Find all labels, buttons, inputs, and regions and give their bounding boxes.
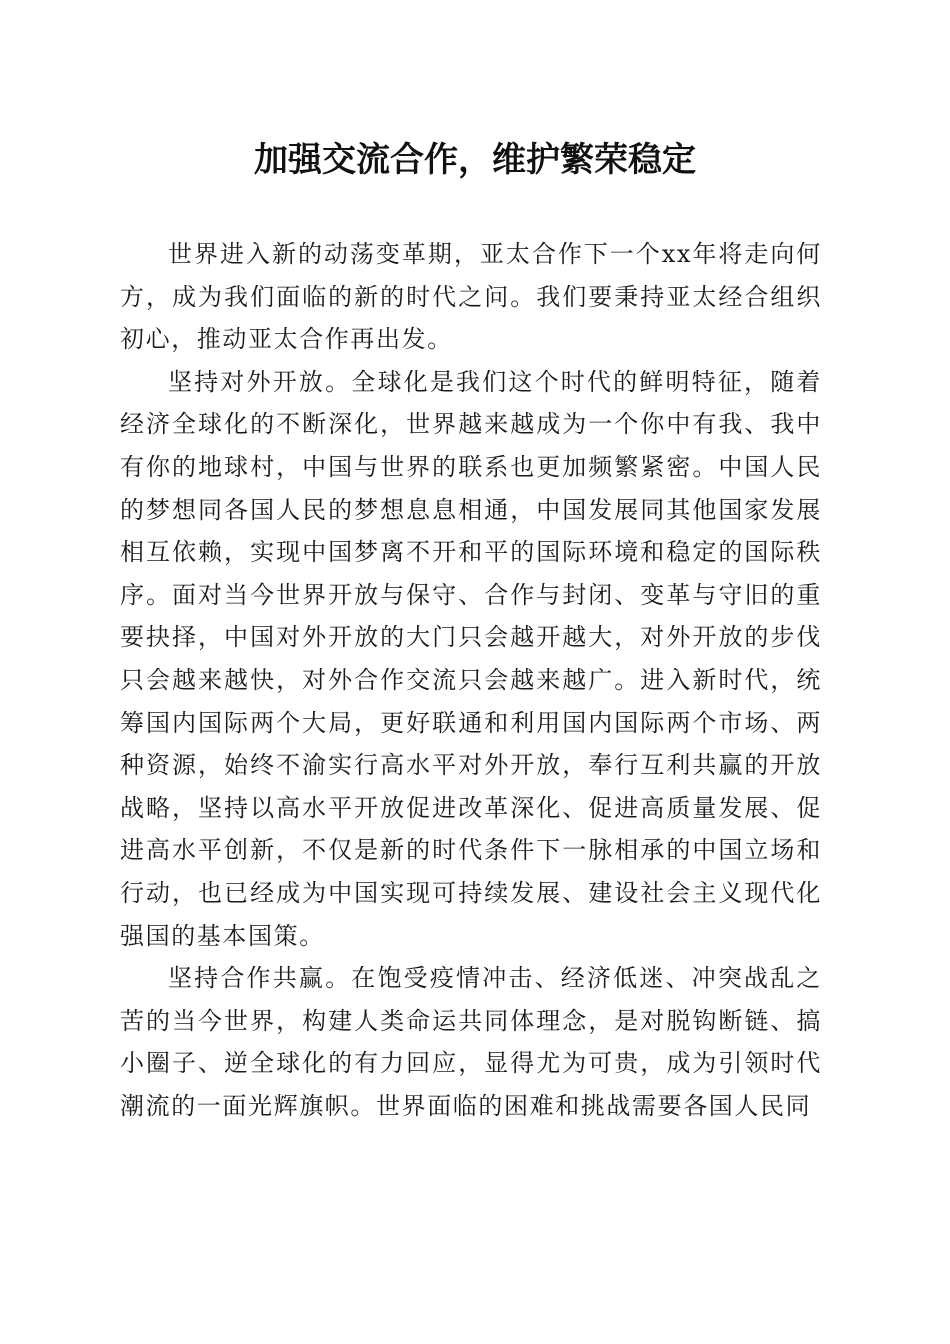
paragraph-open-policy: 坚持对外开放。全球化是我们这个时代的鲜明特征，随着经济全球化的不断深化，世界越来越成为一个你中有我、我中有你的地球村，中国与世界的联系也更加频繁紧密。中国人民的梦想同各国人民的梦想息息相通，中国发展同其他国家发展相互依赖，实现中国梦离不开和平的国际环境和稳定的国际秩序。面对当今世界开放与保守、合作与封闭、变革与守旧的重要抉择，中国对外开放的大门只会越开越大，对外开放的步伐只会越来越快，对外合作交流只会越来越广。进入新时代，统筹国内国际两个大局，更好联通和利用国内国际两个市场、两种资源，始终不渝实行高水平对外开放，奉行互利共赢的开放战略，坚持以高水平开放促进改革深化、促进高质量发展、促进高水平创新，不仅是新的时代条件下一脉相承的中国立场和行动，也已经成为中国实现可持续发展、建设社会主义现代化强国的基本国策。 (120, 367, 822, 950)
document-title: 加强交流合作，维护繁荣稳定 (254, 140, 696, 180)
paragraph-intro: 世界进入新的动荡变革期，亚太合作下一个xx年将走向何方，成为我们面临的新的时代之问。我们要秉持亚太经合组织初心，推动亚太合作再出发。 (120, 240, 822, 354)
paragraph-cooperation: 坚持合作共赢。在饱受疫情冲击、经济低迷、冲突战乱之苦的当今世界，构建人类命运共同体理念，是对脱钩断链、搞小圈子、逆全球化的有力回应，显得尤为可贵，成为引领时代潮流的一面光辉旗帜。世界面临的困难和挑战需要各国人民同 (120, 964, 822, 1120)
document-body (120, 233, 822, 1127)
